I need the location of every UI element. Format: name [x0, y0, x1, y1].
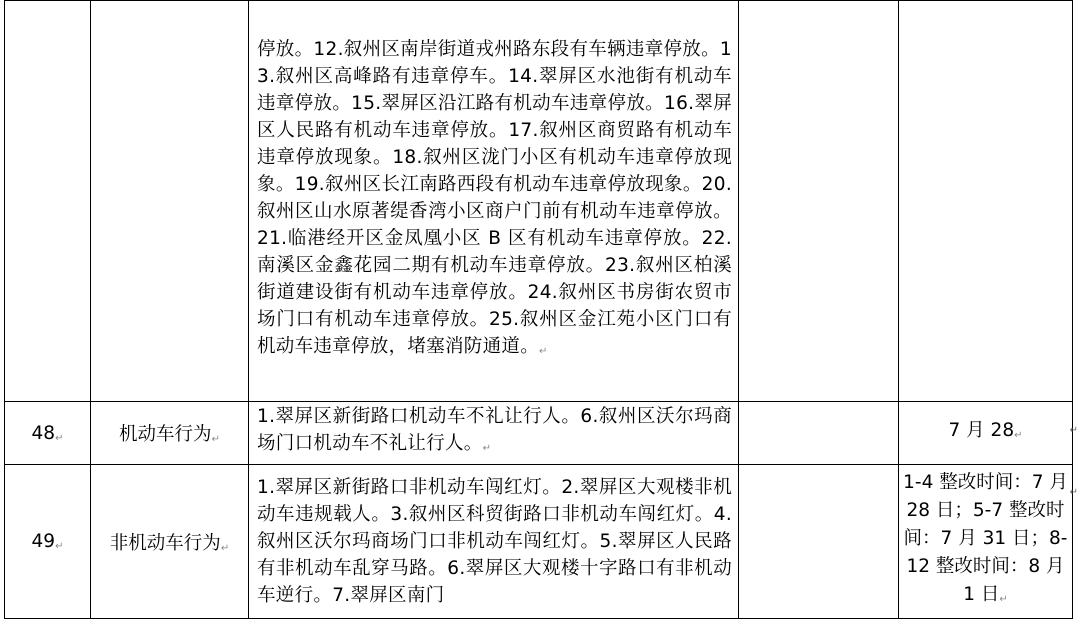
row-number-cell: 49↵	[5, 465, 91, 619]
paragraph-mark-icon: ↵	[55, 432, 64, 444]
paragraph-mark-icon: ↵	[999, 594, 1008, 605]
deadline-cell: 7 月 28↵	[899, 402, 1073, 465]
row-end-mark-icon: ↵	[1069, 487, 1078, 498]
paragraph-mark-icon: ↵	[1014, 429, 1023, 441]
deadline-cell	[899, 1, 1073, 402]
issues-text: 1.翠屏区新街路口机动车不礼让行人。6.叙州区沃尔玛商场门口机动车不礼让行人。↵	[257, 406, 732, 454]
paragraph-mark-icon: ↵	[539, 346, 548, 357]
paragraph-mark-icon: ↵	[55, 541, 64, 552]
issues-text: 停放。12.叙州区南岸街道戎州路东段有车辆违章停放。13.叙州区高峰路有违章停车。14.翠屏区水池街有机动车违章停放。15.翠屏区沿江路有机动车违章停放。16.翠屏区人民路有机动车违章停放。17.叙州区商贸路有机动车违章停放现象。18.叙州区泷门小区有机动车违章停放现象。19.叙州区长江南路西段有机动车违章停放现象。20.叙州区山水原著缇香湾小区商户门前有机动车违章停放。21.临港经开区金凤凰小区 B 区有机动车违章停放。22.南溪区金鑫花园二期有机动车违章停放。23.叙州区柏溪街道建设街有机动车违章停放。24.叙州区书房街农贸市场门口有机动车违章停放。25.叙州区金江苑小区门口有机动车违章停放，堵塞消防通道。↵	[257, 39, 732, 357]
paragraph-mark-icon: ↵	[482, 443, 492, 454]
issues-cell	[249, 402, 739, 465]
table-row	[5, 465, 1073, 619]
blank-cell	[739, 1, 899, 402]
category-cell	[91, 1, 249, 402]
issues-text: 1.翠屏区新街路口非机动车闯红灯。2.翠屏区大观楼非机动车违规载人。3.叙州区科贸街路口非机动车闯红灯。4.叙州区沃尔玛商场门口非机动车闯红灯。5.翠屏区人民路有非机动车乱穿马路。6.翠屏区大观楼十字路口有非机动车逆行。7.翠屏区南门	[257, 476, 732, 606]
paragraph-mark-icon: ↵	[220, 542, 230, 554]
row-number-cell: 48↵	[5, 402, 91, 465]
issues-cell	[249, 1, 739, 402]
table-row	[5, 402, 1073, 465]
row-number-cell	[5, 1, 91, 402]
category-cell: 机动车行为↵	[91, 402, 249, 465]
blank-cell	[739, 465, 899, 619]
deadline-cell: 1-4 整改时间：7 月 28 日；5-7 整改时间：7 月 31 日；8-12 整改时间：8 月 1 日↵	[899, 465, 1073, 619]
row-end-mark-icon: ↵	[1069, 425, 1078, 436]
blank-cell	[739, 402, 899, 465]
rectification-table	[4, 0, 1073, 619]
category-cell: 非机动车行为↵	[91, 465, 249, 619]
paragraph-mark-icon: ↵	[211, 434, 220, 445]
issues-cell	[249, 465, 739, 619]
table-row	[5, 1, 1073, 402]
